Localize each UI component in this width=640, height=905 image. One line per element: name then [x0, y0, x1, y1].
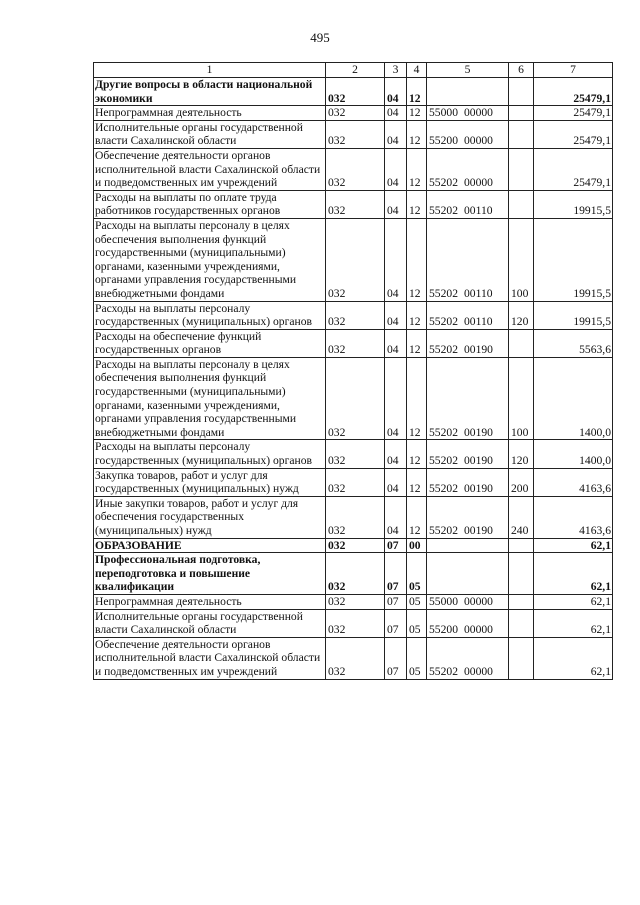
table-row [94, 609, 613, 637]
row-amount-cell: 62,1 [534, 637, 613, 679]
row-subsection-cell: 12 [407, 357, 427, 440]
row-csr-cell [427, 78, 509, 106]
row-subsection-cell: 12 [407, 468, 427, 496]
table-row [94, 440, 613, 468]
row-name-cell: Иные закупки товаров, работ и услуг для обеспечения государственных (муниципальных) нужд [94, 496, 326, 538]
row-section-cell: 04 [385, 440, 407, 468]
row-vr-cell [509, 637, 534, 679]
row-subsection-cell: 05 [407, 594, 427, 609]
row-code-cell: 032 [326, 553, 385, 595]
row-csr-cell [427, 190, 509, 218]
table-row [94, 594, 613, 609]
row-vr-cell [509, 148, 534, 190]
header-cell-vr: 6 [509, 63, 534, 78]
row-code-cell: 032 [326, 496, 385, 538]
row-amount-cell: 25479,1 [534, 78, 613, 106]
csr-direction-code: 00190 [463, 425, 493, 439]
row-amount-cell: 4163,6 [534, 468, 613, 496]
row-vr-cell: 100 [509, 357, 534, 440]
row-subsection-cell: 12 [407, 301, 427, 329]
row-section-cell: 04 [385, 357, 407, 440]
row-amount-cell: 62,1 [534, 538, 613, 553]
row-vr-cell [509, 190, 534, 218]
table-body [94, 78, 613, 680]
row-subsection-cell: 12 [407, 120, 427, 148]
row-name-cell: Расходы на выплаты персоналу в целях обеспечения выполнения функций государственными (муниципальными) органами, казенными учреждениями, органами управления государственными внебюджетными фондами [94, 357, 326, 440]
table-row [94, 468, 613, 496]
table-row [94, 106, 613, 121]
page-number: 495 [310, 30, 330, 45]
row-vr-cell [509, 120, 534, 148]
row-code-cell: 032 [326, 120, 385, 148]
row-csr-cell [427, 553, 509, 595]
row-section-cell: 07 [385, 594, 407, 609]
csr-program-code: 55202 [429, 315, 458, 329]
row-csr-cell [427, 637, 509, 679]
row-code-cell: 032 [326, 148, 385, 190]
row-subsection-cell: 12 [407, 190, 427, 218]
row-vr-cell: 240 [509, 496, 534, 538]
row-subsection-cell: 00 [407, 538, 427, 553]
row-csr-cell [427, 218, 509, 301]
row-subsection-cell: 12 [407, 218, 427, 301]
csr-direction-code: 00000 [463, 176, 493, 190]
row-name-cell: Закупка товаров, работ и услуг для государственных (муниципальных) нужд [94, 468, 326, 496]
row-name-cell: Непрограммная деятельность [94, 106, 326, 121]
csr-direction-code: 00000 [463, 664, 493, 678]
row-name-cell: Расходы на обеспечение функций государственных органов [94, 329, 326, 357]
row-code-cell: 032 [326, 106, 385, 121]
row-code-cell: 032 [326, 329, 385, 357]
csr-program-code: 55202 [429, 425, 458, 439]
row-name-cell: Непрограммная деятельность [94, 594, 326, 609]
row-section-cell: 04 [385, 301, 407, 329]
csr-direction-code: 00000 [463, 623, 493, 637]
csr-program-code: 55202 [429, 176, 458, 190]
header-cell-amount: 7 [534, 63, 613, 78]
row-code-cell: 032 [326, 440, 385, 468]
row-name-cell: Другие вопросы в области национальной экономики [94, 78, 326, 106]
row-section-cell: 04 [385, 190, 407, 218]
row-amount-cell: 25479,1 [534, 106, 613, 121]
table-row [94, 553, 613, 595]
row-vr-cell: 100 [509, 218, 534, 301]
row-amount-cell: 1400,0 [534, 440, 613, 468]
row-vr-cell: 120 [509, 440, 534, 468]
row-section-cell: 07 [385, 609, 407, 637]
row-vr-cell: 120 [509, 301, 534, 329]
row-code-cell: 032 [326, 609, 385, 637]
row-amount-cell: 4163,6 [534, 496, 613, 538]
header-cell-csr: 5 [427, 63, 509, 78]
header-row [94, 63, 613, 78]
csr-program-code: 55000 [429, 106, 458, 120]
row-name-cell: Расходы на выплаты персоналу государственных (муниципальных) органов [94, 440, 326, 468]
row-csr-cell [427, 594, 509, 609]
row-csr-cell [427, 468, 509, 496]
header-cell-section: 3 [385, 63, 407, 78]
row-section-cell: 04 [385, 496, 407, 538]
row-amount-cell: 62,1 [534, 594, 613, 609]
csr-direction-code: 00000 [463, 594, 493, 608]
row-section-cell: 07 [385, 553, 407, 595]
row-section-cell: 04 [385, 120, 407, 148]
csr-program-code: 55200 [429, 623, 458, 637]
row-amount-cell: 19915,5 [534, 218, 613, 301]
row-csr-cell [427, 106, 509, 121]
row-name-cell: Профессиональная подготовка, переподготовка и повышение квалификации [94, 553, 326, 595]
row-csr-cell [427, 357, 509, 440]
csr-direction-code: 00190 [463, 524, 493, 537]
table-row [94, 218, 613, 301]
row-amount-cell: 19915,5 [534, 301, 613, 329]
row-subsection-cell: 12 [407, 440, 427, 468]
row-subsection-cell: 05 [407, 609, 427, 637]
row-code-cell: 032 [326, 637, 385, 679]
row-csr-cell [427, 120, 509, 148]
row-name-cell: Расходы на выплаты персоналу государственных (муниципальных) органов [94, 301, 326, 329]
csr-direction-code: 00190 [463, 343, 493, 357]
header-cell-name: 1 [94, 63, 326, 78]
row-subsection-cell: 12 [407, 329, 427, 357]
row-section-cell: 07 [385, 637, 407, 679]
row-csr-cell [427, 329, 509, 357]
table-row [94, 148, 613, 190]
row-subsection-cell: 12 [407, 496, 427, 538]
row-amount-cell: 5563,6 [534, 329, 613, 357]
header-cell-subsection: 4 [407, 63, 427, 78]
row-name-cell: Расходы на выплаты по оплате труда работников государственных органов [94, 190, 326, 218]
row-subsection-cell: 12 [407, 78, 427, 106]
csr-program-code: 55202 [429, 204, 458, 218]
budget-table [93, 62, 613, 680]
table-row [94, 496, 613, 538]
table-header [94, 63, 613, 78]
row-code-cell: 032 [326, 301, 385, 329]
csr-program-code: 55200 [429, 134, 458, 148]
csr-direction-code: 00110 [463, 286, 493, 300]
row-subsection-cell: 12 [407, 106, 427, 121]
csr-program-code: 55202 [429, 454, 458, 468]
csr-direction-code: 00110 [463, 204, 493, 218]
row-csr-cell [427, 609, 509, 637]
header-cell-code: 2 [326, 63, 385, 78]
row-csr-cell [427, 148, 509, 190]
row-code-cell: 032 [326, 594, 385, 609]
row-section-cell: 04 [385, 218, 407, 301]
row-vr-cell [509, 78, 534, 106]
row-section-cell: 04 [385, 329, 407, 357]
row-code-cell: 032 [326, 357, 385, 440]
row-code-cell: 032 [326, 190, 385, 218]
row-name-cell: Исполнительные органы государственной власти Сахалинской области [94, 609, 326, 637]
row-code-cell: 032 [326, 78, 385, 106]
row-csr-cell [427, 440, 509, 468]
csr-program-code: 55202 [429, 286, 458, 300]
row-amount-cell: 25479,1 [534, 120, 613, 148]
row-code-cell: 032 [326, 538, 385, 553]
csr-program-code: 55000 [429, 594, 458, 608]
row-section-cell: 04 [385, 78, 407, 106]
row-section-cell: 04 [385, 106, 407, 121]
row-vr-cell [509, 609, 534, 637]
row-subsection-cell: 05 [407, 637, 427, 679]
row-name-cell: Расходы на выплаты персоналу в целях обеспечения выполнения функций государственными (муниципальными) органами, казенными учреждениями, органами управления государственными внебюджетными фондами [94, 218, 326, 301]
csr-program-code: 55202 [429, 343, 458, 357]
row-subsection-cell: 05 [407, 553, 427, 595]
csr-direction-code: 00000 [463, 106, 493, 120]
row-amount-cell: 1400,0 [534, 357, 613, 440]
row-csr-cell [427, 301, 509, 329]
row-amount-cell: 62,1 [534, 609, 613, 637]
row-code-cell: 032 [326, 468, 385, 496]
row-amount-cell: 62,1 [534, 553, 613, 595]
row-section-cell: 07 [385, 538, 407, 553]
csr-direction-code: 00190 [463, 482, 493, 496]
row-name-cell: Обеспечение деятельности органов исполнительной власти Сахалинской области и подведомственных им учреждений [94, 148, 326, 190]
row-amount-cell: 25479,1 [534, 148, 613, 190]
row-vr-cell: 200 [509, 468, 534, 496]
table-row [94, 120, 613, 148]
row-vr-cell [509, 538, 534, 553]
row-amount-cell: 19915,5 [534, 190, 613, 218]
table-row [94, 637, 613, 679]
csr-program-code: 55202 [429, 664, 458, 678]
row-vr-cell [509, 553, 534, 595]
row-vr-cell [509, 329, 534, 357]
csr-direction-code: 00190 [463, 454, 493, 468]
row-name-cell: Обеспечение деятельности органов исполнительной власти Сахалинской области и подведомственных им учреждений [94, 637, 326, 679]
table-row [94, 357, 613, 440]
row-code-cell: 032 [326, 218, 385, 301]
row-section-cell: 04 [385, 468, 407, 496]
row-vr-cell [509, 594, 534, 609]
csr-direction-code: 00000 [463, 134, 493, 148]
row-name-cell: Исполнительные органы государственной власти Сахалинской области [94, 120, 326, 148]
row-csr-cell [427, 496, 509, 538]
row-csr-cell [427, 538, 509, 553]
table-row [94, 538, 613, 553]
table-row [94, 190, 613, 218]
table-row [94, 301, 613, 329]
row-vr-cell [509, 106, 534, 121]
row-section-cell: 04 [385, 148, 407, 190]
csr-program-code: 55202 [429, 524, 458, 537]
table-row [94, 329, 613, 357]
table-row [94, 78, 613, 106]
csr-program-code: 55202 [429, 482, 458, 496]
row-subsection-cell: 12 [407, 148, 427, 190]
row-name-cell: ОБРАЗОВАНИЕ [94, 538, 326, 553]
csr-direction-code: 00110 [463, 315, 493, 329]
